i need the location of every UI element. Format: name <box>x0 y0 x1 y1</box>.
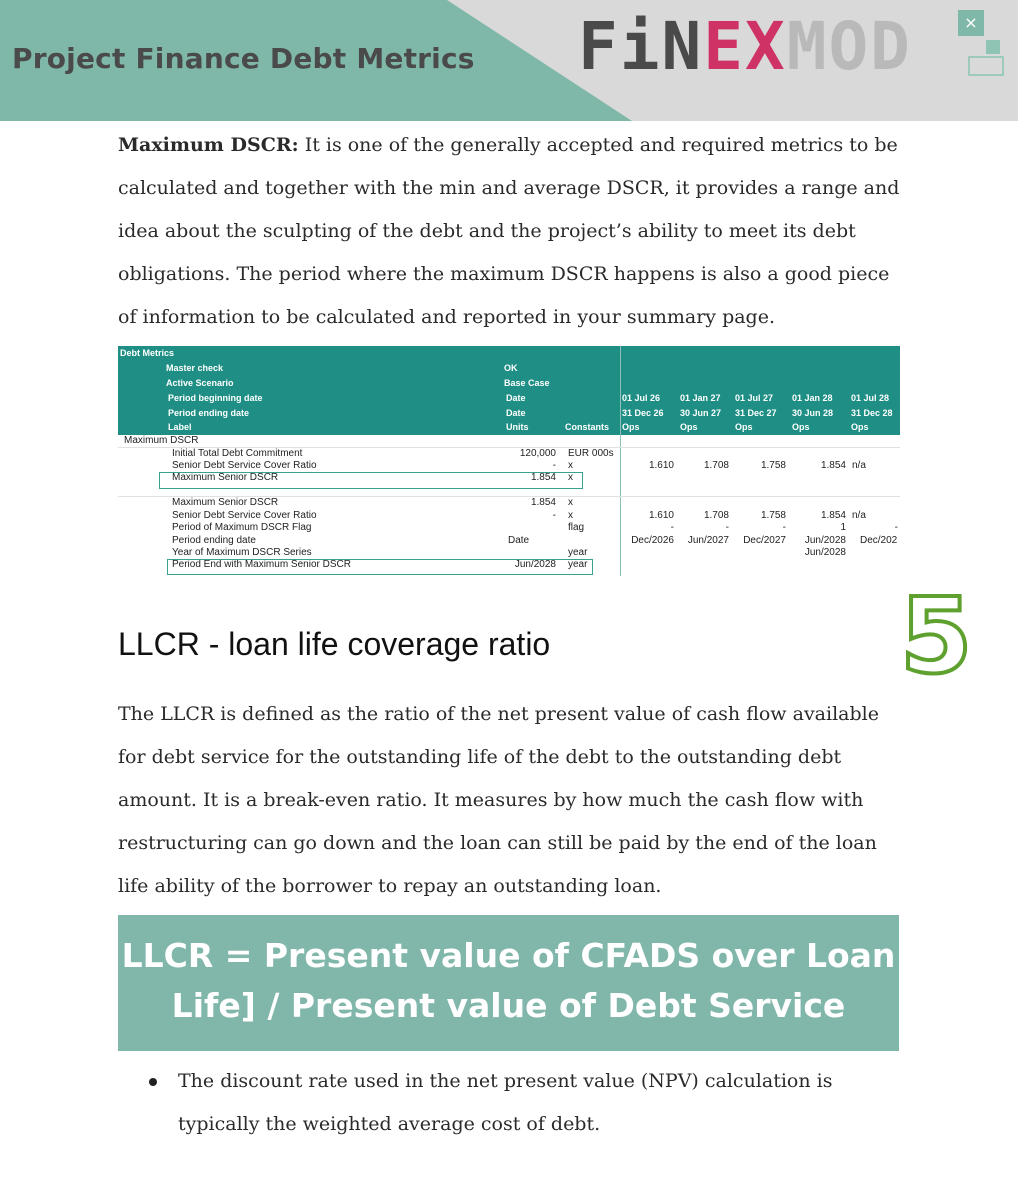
row-label: Maximum Senior DSCR <box>172 472 279 483</box>
logo-part-mod: MOD <box>786 8 912 85</box>
section-label: Maximum DSCR <box>124 435 199 446</box>
row-units: 120,000 <box>519 448 556 459</box>
bullet-text: The discount rate used in the net present value (NPV) calculation is typically the weighted average cost of debt. <box>178 1070 833 1135</box>
debt-metrics-table <box>118 346 900 576</box>
row-value: 1.758 <box>760 510 786 521</box>
row-value: n/a <box>852 510 866 521</box>
page-number: 5 <box>900 578 973 682</box>
row-value: Jun/2028 <box>804 547 846 558</box>
col-label-2: Ops <box>680 422 698 432</box>
row-constants: flag <box>568 522 585 533</box>
begin-date-5: 01 Jul 28 <box>851 393 890 403</box>
row-label: Period of Maximum DSCR Flag <box>172 522 312 533</box>
row-units: Date <box>508 535 530 546</box>
row-value: 1.854 <box>820 510 846 521</box>
row-value: 1 <box>840 522 846 533</box>
end-date-2: 30 Jun 27 <box>680 408 722 418</box>
finexmod-logo <box>578 8 912 85</box>
row-constants: x <box>568 472 573 483</box>
row-label: Senior Debt Service Cover Ratio <box>172 510 317 521</box>
row-constants: year <box>568 547 588 558</box>
row-value: - <box>670 522 674 533</box>
llcr-section-title: LLCR - loan life coverage ratio <box>118 626 551 662</box>
logo-outline-decoration <box>968 56 1004 76</box>
row-label: Maximum Senior DSCR <box>172 497 279 508</box>
end-date-3: 31 Dec 27 <box>735 408 777 418</box>
begin-date-1: 01 Jul 26 <box>622 393 661 403</box>
bullet-icon <box>149 1078 157 1086</box>
master-check-label: Master check <box>166 363 224 373</box>
begin-date-3: 01 Jul 27 <box>735 393 774 403</box>
col-label-1: Ops <box>622 422 640 432</box>
row-value: 1.708 <box>703 510 729 521</box>
row-value: 1.708 <box>703 460 729 471</box>
row-value: Jun/2028 <box>804 535 846 546</box>
row-units: - <box>552 510 556 521</box>
llcr-formula <box>118 931 899 1031</box>
row-value: 1.854 <box>820 460 846 471</box>
row-value: 1.610 <box>648 510 674 521</box>
row-value: Dec/202 <box>860 535 898 546</box>
row-constants: EUR 000s <box>568 448 614 459</box>
label-header: Label <box>168 422 192 432</box>
dscr-text: It is one of the generally accepted and required metrics to be calculated and together with the min and average DSCR, it provides a range and idea about the sculpting of the debt and the project’s ability to meet its debt obligations. The period where the maximum DSCR happens is also a good piece of information to be calculated and reported in your summary page. <box>118 134 900 328</box>
formula-line-2: Life] / Present value of Debt Service <box>171 986 846 1025</box>
table-title: Debt Metrics <box>120 348 175 358</box>
page-number-badge <box>898 578 978 682</box>
logo-square-decoration <box>986 40 1000 54</box>
period-ending-label: Period ending date <box>168 408 250 418</box>
master-check-value: OK <box>504 363 518 373</box>
end-date-1: 31 Dec 26 <box>622 408 664 418</box>
row-value: - <box>782 522 786 533</box>
row-label: Period End with Maximum Senior DSCR <box>172 559 351 570</box>
row-label: Year of Maximum DSCR Series <box>172 547 312 558</box>
row-units: 1.854 <box>530 472 556 483</box>
units-header: Units <box>506 422 529 432</box>
page-header <box>0 0 1018 121</box>
dscr-paragraph <box>118 124 908 339</box>
row-value: - <box>894 522 898 533</box>
row-constants: x <box>568 510 573 521</box>
active-scenario-value: Base Case <box>504 378 550 388</box>
logo-close-icon: × <box>958 10 984 36</box>
row-units: Jun/2028 <box>514 559 556 570</box>
period-end-highlight <box>167 559 593 575</box>
formula-line-1: LLCR = Present value of CFADS over Loan <box>121 936 896 975</box>
row-value: Dec/2027 <box>743 535 786 546</box>
period-beginning-label: Period beginning date <box>168 393 263 403</box>
row-value: - <box>725 522 729 533</box>
col-label-4: Ops <box>792 422 810 432</box>
row-value: n/a <box>852 460 866 471</box>
llcr-formula-box <box>118 915 899 1051</box>
row-value: 1.610 <box>648 460 674 471</box>
period-ending-unit: Date <box>506 408 526 418</box>
begin-date-4: 01 Jan 28 <box>792 393 833 403</box>
row-constants: year <box>568 559 588 570</box>
row-label: Initial Total Debt Commitment <box>172 448 303 459</box>
end-date-4: 30 Jun 28 <box>792 408 834 418</box>
row-constants: x <box>568 460 573 471</box>
begin-date-2: 01 Jan 27 <box>680 393 721 403</box>
dscr-bold-lead: Maximum DSCR: <box>118 134 299 156</box>
constants-header: Constants <box>565 422 610 432</box>
max-dscr-highlight <box>159 472 583 489</box>
row-value: Dec/2026 <box>631 535 674 546</box>
row-units: 1.854 <box>530 497 556 508</box>
active-scenario-label: Active Scenario <box>166 378 234 388</box>
period-beginning-unit: Date <box>506 393 526 403</box>
col-label-5: Ops <box>851 422 869 432</box>
row-value: Jun/2027 <box>687 535 729 546</box>
row-units: - <box>552 460 556 471</box>
logo-part-ex: EX <box>703 8 787 85</box>
col-label-3: Ops <box>735 422 753 432</box>
llcr-paragraph: The LLCR is defined as the ratio of the net present value of cash flow available for debt service for the outstanding life of the debt to the outstanding debt amount. It is a break-even ratio. It measures by how much the cash flow with restructuring can go down and the loan can still be paid by the end of the loan life ability of the borrower to repay an outstanding loan. <box>118 703 879 897</box>
end-date-5: 31 Dec 28 <box>851 408 893 418</box>
row-value: 1.758 <box>760 460 786 471</box>
logo-part-fin: FiN <box>578 8 704 85</box>
row-label: Senior Debt Service Cover Ratio <box>172 460 317 471</box>
row-constants: x <box>568 497 573 508</box>
header-title: Project Finance Debt Metrics <box>12 42 475 75</box>
row-label: Period ending date <box>172 535 256 546</box>
